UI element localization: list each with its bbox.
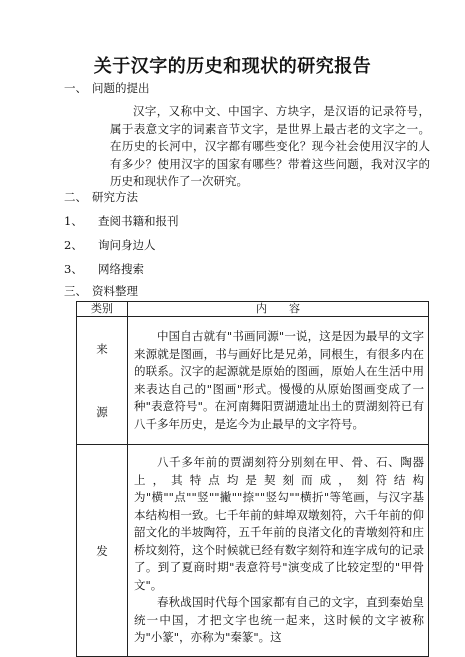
category-cell [77, 317, 128, 445]
header-category: 类别 [77, 302, 128, 317]
category-cell [77, 445, 128, 657]
section-label: 问题的提出 [92, 81, 150, 95]
category-char: 源 [96, 405, 108, 420]
report-title: 关于汉字的历史和现状的研究报告 [93, 56, 372, 77]
intro-paragraph [110, 103, 430, 191]
research-table [76, 301, 429, 657]
section-number: 一、 [64, 81, 87, 95]
section-label: 研究方法 [92, 190, 138, 204]
content-paragraph: 八千多年前的贾湖刻符分别刻在甲、骨、石、陶器上，其特点均是契刻而成，刻符结构为"横""点""竖""撇""捺""竖勾""横折"等笔画，与汉字基本结构相一致。七千年前的蚌埠双墩刻符，六千年前的仰韶文化的半坡陶符，五千年前的良渚文化的青墩刻符和庄桥坟刻符，这个时候就已经有数字刻符和连字成句的记录了。到了夏商时期"表意符号"演变成了比较定型的"甲骨文"。 [134, 455, 424, 592]
header-content: 内 容 [128, 302, 429, 317]
intro-text: 汉字，又称中文、中国字、方块字，是汉语的记录符号，属于表意文字的词素音节文字，是世界上最古老的文字之一。在历史的长河中，汉字都有哪些变化？现今社会使用汉字的人有多少？使用汉字的国家有哪些？带着这些问题，我对汉字的历史和现状作了一次研究。 [110, 104, 430, 188]
table-header-row [77, 302, 429, 317]
category-char: 来 [96, 341, 108, 356]
section-label: 资料整理 [92, 284, 138, 298]
content-cell [128, 445, 429, 657]
method-number: 3、 [64, 262, 83, 276]
content-paragraph: 中国自古就有"书画同源"一说，这是因为最早的文字来源就是图画，书与画好比是兄弟，同根生，有很多内在的联系。汉字的起源就是原始的图画，原始人在生活中用来表达自己的"图画"形式。慢慢的从原始图画变成了一种"表意符号"。在河南舞阳贾湖遗址出土的贾湖刻符已有八千多年历史，是迄今为止最早的文字符号。 [134, 329, 424, 431]
content-paragraph: 春秋战国时代每个国家都有自己的文字，直到秦始皇统一中国，才把文字也统一起来，这时候的文字被称为"小篆"，亦称为"秦篆"。这 [134, 595, 424, 645]
section-number: 三、 [64, 284, 87, 298]
method-label: 询问身边人 [98, 238, 156, 252]
category-char: 发 [96, 543, 108, 558]
method-number: 1、 [64, 214, 83, 228]
method-label: 网络搜索 [98, 262, 144, 276]
method-label: 查阅书籍和报刊 [98, 214, 179, 228]
table-row [77, 317, 429, 445]
section-number: 二、 [64, 190, 87, 204]
method-number: 2、 [64, 238, 83, 252]
table-row [77, 445, 429, 657]
content-cell [128, 317, 429, 445]
